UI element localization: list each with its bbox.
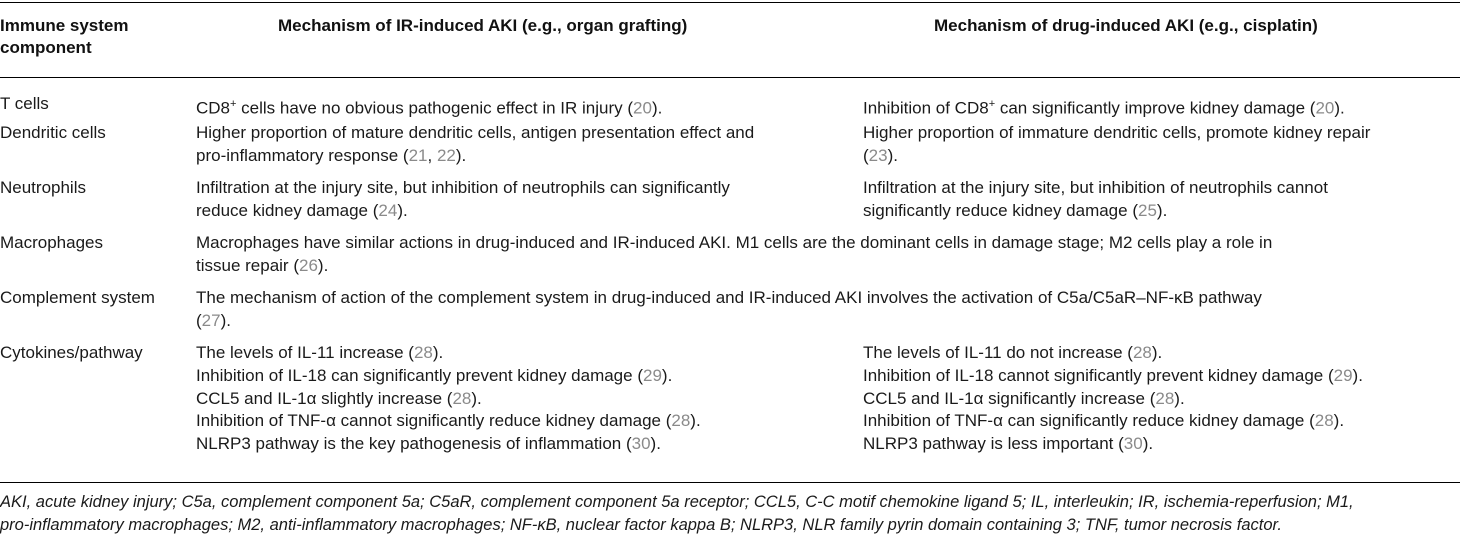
cell-text: ). xyxy=(887,145,898,165)
reference-link[interactable]: 29 xyxy=(1333,365,1353,385)
reference-link[interactable]: 28 xyxy=(413,343,433,362)
row-component-label: Macrophages xyxy=(0,233,104,252)
cell-line xyxy=(196,410,701,433)
cell-text: Macrophages have similar actions in drug-induced and IR-induced AKI. M1 cells are the dominant cells in damage stage; M2 cells play a role in xyxy=(196,233,1273,252)
cell-line xyxy=(863,200,1328,223)
cell-text: ). xyxy=(661,365,673,385)
drug-mechanism-cell xyxy=(863,122,1370,168)
cell-text: Inhibition of TNF-α can significantly reduce kidney damage ( xyxy=(863,411,1315,431)
cell-text: pro-inflammatory response ( xyxy=(196,145,409,165)
ir-mechanism-cell xyxy=(196,177,730,223)
reference-link[interactable]: 28 xyxy=(1155,388,1175,408)
reference-link[interactable]: 29 xyxy=(642,365,662,385)
cell-text: reduce kidney damage ( xyxy=(196,200,379,220)
cell-line xyxy=(863,365,1363,388)
bottom-rule xyxy=(0,482,1460,483)
cell-text: The levels of IL-11 increase ( xyxy=(196,343,414,362)
header-ir-mechanism: Mechanism of IR-induced AKI (e.g., organ grafting) xyxy=(278,16,688,35)
cell-text: ). xyxy=(650,434,661,454)
row-component-label: Dendritic cells xyxy=(0,123,106,142)
reference-link[interactable]: 28 xyxy=(1132,343,1152,362)
cell-line xyxy=(863,177,1328,200)
cell-text: ( xyxy=(196,310,202,330)
drug-mechanism-cell xyxy=(863,93,1345,120)
reference-link[interactable]: 25 xyxy=(1137,200,1157,220)
cell-text: NLRP3 pathway is the key pathogenesis of inflammation ( xyxy=(196,434,632,454)
cell-text: tissue repair ( xyxy=(196,255,299,275)
header-rule xyxy=(0,77,1460,78)
cell-text: NLRP3 pathway is less important ( xyxy=(863,434,1124,454)
row-component-label: T cells xyxy=(0,94,49,113)
header-drug-mechanism: Mechanism of drug-induced AKI (e.g., cisplatin) xyxy=(934,16,1318,35)
reference-link[interactable]: 22 xyxy=(436,145,456,165)
top-rule xyxy=(0,2,1460,3)
drug-mechanism-cell xyxy=(863,177,1328,223)
cell-line xyxy=(196,200,730,223)
cell-text: can significantly improve kidney damage ( xyxy=(995,98,1316,118)
cell-line xyxy=(196,122,754,145)
reference-link[interactable]: 21 xyxy=(408,145,428,165)
cell-text: ). xyxy=(690,411,701,431)
reference-link[interactable]: 27 xyxy=(201,310,221,330)
cell-text: ). xyxy=(432,343,444,362)
cell-text: ). xyxy=(1352,365,1363,385)
cell-line xyxy=(196,255,1272,278)
cell-line xyxy=(196,232,1272,255)
cell-text: Higher proportion of mature dendritic cells, antigen presentation effect and xyxy=(196,123,755,142)
superscript: + xyxy=(988,98,996,110)
reference-link[interactable]: 28 xyxy=(1314,411,1334,431)
cell-line xyxy=(863,342,1363,365)
cell-text: significantly reduce kidney damage ( xyxy=(863,200,1138,220)
cell-text: ). xyxy=(220,310,231,330)
cell-text: The levels of IL-11 do not increase ( xyxy=(863,343,1133,362)
footnote-line-1: AKI, acute kidney injury; C5a, complement component 5a; C5aR, complement component 5a receptor; CCL5, C-C motif chemokine ligand 5; IL, interleukin; IR, ischemia-reperfusion; M1, xyxy=(0,493,1354,511)
cell-text: Inhibition of IL-18 cannot significantly prevent kidney damage ( xyxy=(863,365,1334,385)
cell-line: pro-inflammatory response (21, 22). xyxy=(196,145,467,165)
cell-line xyxy=(196,342,701,365)
reference-link[interactable]: 24 xyxy=(378,200,398,220)
cell-text: Infiltration at the injury site, but inhibition of neutrophils can significantly xyxy=(196,178,730,197)
reference-link[interactable]: 30 xyxy=(1123,434,1143,454)
footnote-line-2: pro-inflammatory macrophages; M2, anti-inflammatory macrophages; NF-κB, nuclear factor kappa B; NLRP3, NLR family pyrin domain containing 3; TNF, tumor necrosis factor. xyxy=(0,516,1283,534)
cell-text: ). xyxy=(471,388,482,408)
cell-text: ). xyxy=(317,255,329,275)
cell-text: CD8 xyxy=(196,98,231,118)
cell-text: CCL5 and IL-1α significantly increase ( xyxy=(863,388,1156,408)
superscript: + xyxy=(230,98,237,110)
cell-line xyxy=(196,433,701,456)
reference-link[interactable]: 28 xyxy=(452,388,472,408)
row-component-label: Cytokines/pathway xyxy=(0,343,143,362)
shared-mechanism-cell xyxy=(196,232,1272,278)
cell-text: Higher proportion of immature dendritic cells, promote kidney repair xyxy=(863,123,1371,142)
cell-text: ). xyxy=(651,98,663,118)
ir-mechanism-cell xyxy=(196,122,754,168)
row-component-label: Neutrophils xyxy=(0,178,86,197)
cell-text: ( xyxy=(863,145,869,165)
cell-text: ). xyxy=(1334,98,1345,118)
cell-line xyxy=(196,287,1262,310)
ir-mechanism-cell xyxy=(196,342,701,456)
cell-text: ). xyxy=(1156,200,1168,220)
cell-text: Infiltration at the injury site, but inhibition of neutrophils cannot xyxy=(863,178,1328,197)
cell-line xyxy=(863,388,1363,411)
reference-link[interactable]: 20 xyxy=(633,98,652,118)
cell-line xyxy=(196,177,730,200)
reference-link[interactable]: 23 xyxy=(868,145,888,165)
reference-link[interactable]: 28 xyxy=(671,411,691,431)
row-component-label: Complement system xyxy=(0,288,155,307)
reference-link[interactable]: 26 xyxy=(298,255,318,275)
reference-link[interactable]: 20 xyxy=(1315,98,1335,118)
cell-text: ). xyxy=(1333,411,1345,431)
cell-text: Inhibition of CD8 xyxy=(863,98,989,118)
cell-text: The mechanism of action of the complement system in drug-induced and IR-induced AKI involves the activation of C5a/C5aR–NF-κB pathway xyxy=(196,288,1262,307)
cell-line xyxy=(863,145,1370,168)
cell-text: ). xyxy=(455,145,467,165)
cell-text: CCL5 and IL-1α slightly increase ( xyxy=(196,388,453,408)
ir-mechanism-cell xyxy=(196,93,662,120)
cell-line xyxy=(196,310,1262,333)
footnote xyxy=(0,491,1354,537)
cell-line xyxy=(196,93,662,120)
cell-text: ). xyxy=(1174,388,1185,408)
cell-text: cells have no obvious pathogenic effect in IR injury ( xyxy=(236,98,634,118)
cell-line xyxy=(863,410,1363,433)
cell-line xyxy=(863,122,1370,145)
cell-text: Inhibition of TNF-α cannot significantly reduce kidney damage ( xyxy=(196,411,672,431)
cell-line xyxy=(863,93,1345,120)
cell-text: ). xyxy=(1142,434,1154,454)
header-component: Immune system component xyxy=(0,16,129,57)
drug-mechanism-cell xyxy=(863,342,1363,456)
cell-text: ). xyxy=(397,200,408,220)
shared-mechanism-cell xyxy=(196,287,1262,333)
cell-line xyxy=(196,388,701,411)
reference-link[interactable]: 30 xyxy=(631,434,651,454)
cell-line xyxy=(863,433,1363,456)
cell-line xyxy=(196,365,701,388)
cell-text: ). xyxy=(1151,343,1163,362)
cell-text: Inhibition of IL-18 can significantly prevent kidney damage ( xyxy=(196,365,643,385)
